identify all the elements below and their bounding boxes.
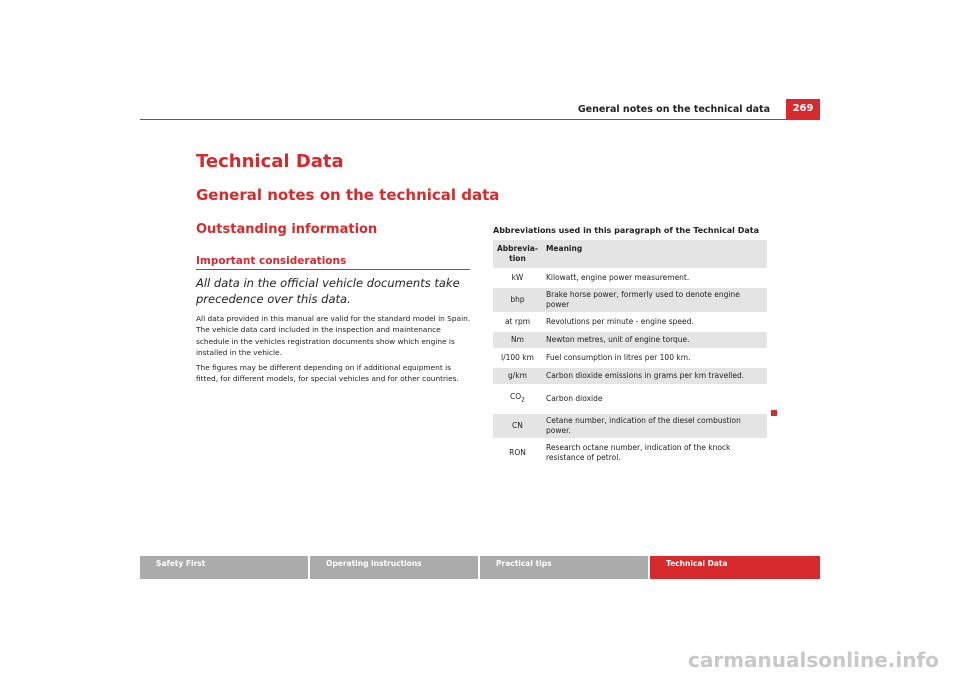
chapter-title: Technical Data — [196, 151, 344, 172]
page-number-badge: 269 — [786, 99, 820, 119]
abbreviation-cell: bhp — [493, 287, 542, 313]
section-title: General notes on the technical data — [196, 186, 500, 204]
abbreviations-table — [493, 240, 767, 468]
footer-tab-technical-data[interactable]: Technical Data — [650, 556, 820, 579]
meaning-cell: Cetane number, indication of the diesel combustion power. — [542, 413, 767, 439]
table-row — [493, 331, 767, 349]
lead-text: All data in the official vehicle documents take precedence over this data. — [196, 276, 460, 306]
meaning-cell: Carbon dioxide emissions in grams per km travelled. — [542, 367, 767, 385]
table-row — [493, 439, 767, 467]
abbreviation-cell: Nm — [493, 331, 542, 349]
abbreviation-cell: g/km — [493, 367, 542, 385]
end-of-section-marker — [771, 410, 777, 416]
abbreviation-cell: $CO_2$ — [493, 385, 542, 413]
table-header-row — [493, 240, 767, 269]
table-row — [493, 269, 767, 287]
table-caption: Abbreviations used in this paragraph of the Technical Data — [493, 226, 759, 235]
body-paragraph: The figures may be different depending on if additional equipment is fitted, for different models, for special vehicles and for other countries. — [196, 363, 459, 384]
meaning-cell: Kilowatt, engine power measurement. — [542, 269, 767, 287]
footer-tab-operating-instructions[interactable]: Operating instructions — [310, 556, 478, 579]
abbreviation-cell: RON — [493, 439, 542, 467]
column-header-meaning: Meaning — [542, 240, 767, 269]
table-row — [493, 287, 767, 313]
subsection-title: Outstanding information — [196, 222, 378, 237]
table-row — [493, 413, 767, 439]
table-row — [493, 313, 767, 331]
meaning-cell: Brake horse power, formerly used to denote engine power — [542, 287, 767, 313]
footer-tab-safety-first[interactable]: Safety First — [140, 556, 308, 579]
footer-tab-practical-tips[interactable]: Practical tips — [480, 556, 648, 579]
abbreviation-cell: CN — [493, 413, 542, 439]
meaning-cell: Carbon dioxide — [542, 385, 767, 413]
table-row — [493, 385, 767, 413]
topic-title: Important considerations — [196, 255, 347, 267]
meaning-cell: Newton metres, unit of engine torque. — [542, 331, 767, 349]
header-rule — [140, 119, 820, 120]
abbreviation-cell: kW — [493, 269, 542, 287]
meaning-cell: Fuel consumption in litres per 100 km. — [542, 349, 767, 367]
table-row — [493, 367, 767, 385]
running-title: General notes on the technical data — [577, 104, 770, 115]
body-text — [196, 313, 472, 389]
meaning-cell: Research octane number, indication of the knock resistance of petrol. — [542, 439, 767, 467]
watermark: carmanualsonline.info — [688, 648, 939, 672]
column-header-abbreviation: Abbrevia-tion — [493, 240, 542, 269]
topic-rule — [196, 269, 470, 270]
meaning-cell: Revolutions per minute - engine speed. — [542, 313, 767, 331]
abbreviation-cell: l/100 km — [493, 349, 542, 367]
body-paragraph: All data provided in this manual are valid for the standard model in Spain. The vehicle data card included in the inspection and maintenance schedule in the vehicles registration documents show which engine is installed in the vehicle. — [196, 314, 471, 357]
abbreviation-cell: at rpm — [493, 313, 542, 331]
table-row — [493, 349, 767, 367]
